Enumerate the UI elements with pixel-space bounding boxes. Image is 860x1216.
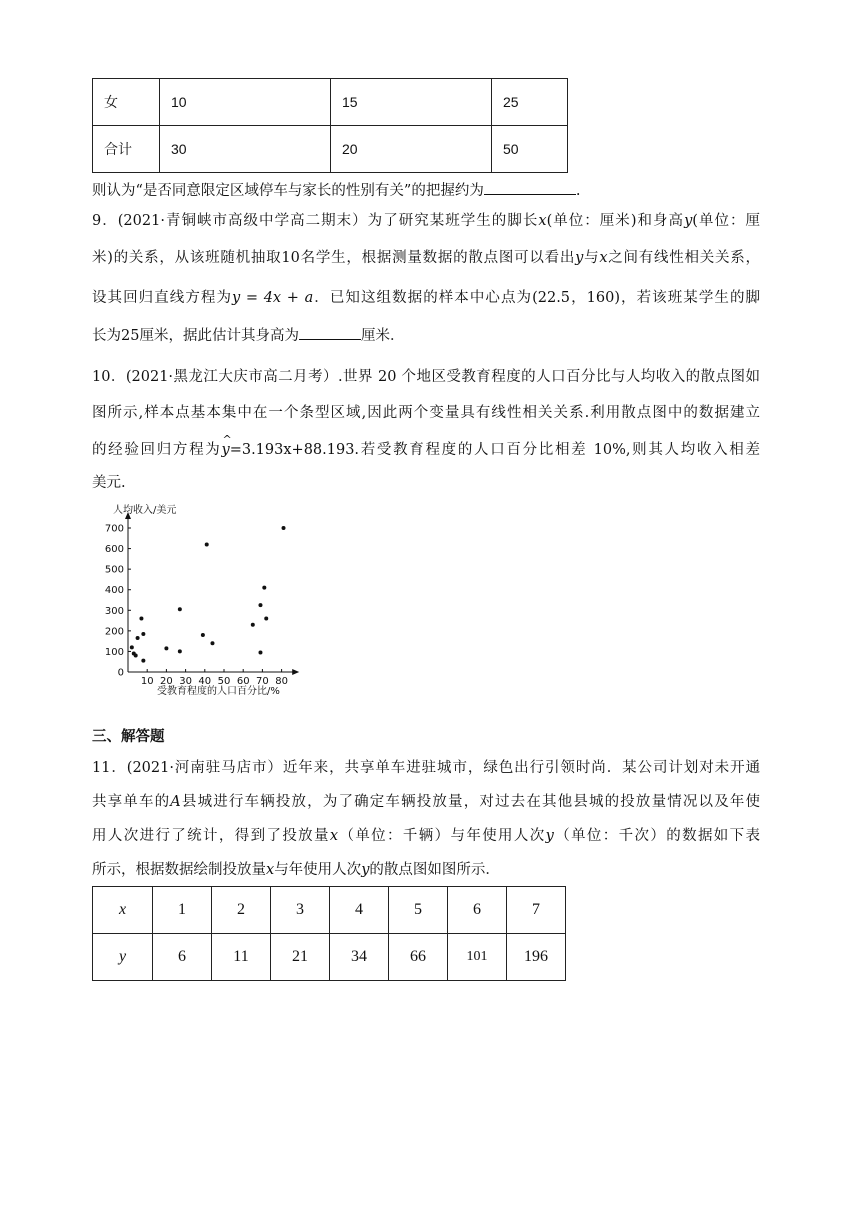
table-cell: 20 — [331, 126, 492, 173]
table-cell: 101 — [448, 934, 507, 981]
section-heading: 三、解答题 — [92, 729, 165, 745]
scatter-point — [164, 646, 168, 650]
scatter-point — [262, 586, 266, 590]
scatter-point — [178, 607, 182, 611]
scatter-point — [264, 617, 268, 621]
table-cell: 女 — [93, 79, 160, 126]
table-cell: 30 — [160, 126, 331, 173]
y-tick-label: 600 — [104, 544, 124, 556]
x-tick-label: 30 — [179, 676, 192, 687]
scatter-point — [139, 617, 143, 621]
data-table — [92, 886, 566, 981]
q10-line-4: 美元. — [92, 475, 126, 491]
q11-text: 与年使用人次 — [274, 862, 362, 878]
var-y: y — [545, 828, 554, 844]
q11-line-2 — [92, 792, 760, 812]
y-tick-label: 700 — [104, 523, 124, 535]
q11-line-3 — [92, 826, 760, 846]
scatter-point — [258, 603, 262, 607]
scatter-point — [178, 649, 182, 653]
q10-line-2: 图所示,样本点基本集中在一个条型区域,因此两个变量具有线性相关关系.利用散点图中的数据建立 — [92, 405, 760, 421]
table-cell: 2 — [212, 887, 271, 934]
table-cell: 25 — [492, 79, 568, 126]
y-tick-label: 500 — [104, 564, 124, 576]
table-cell: 6 — [153, 934, 212, 981]
scatter-point — [141, 659, 145, 663]
scatter-point — [141, 632, 145, 636]
y-tick-label: 400 — [104, 585, 124, 597]
q9-line-3 — [92, 288, 760, 308]
scatter-point — [136, 636, 140, 640]
var-y: y — [575, 250, 584, 266]
q9-text: (单位：厘 — [692, 213, 760, 229]
table-cell: 34 — [330, 934, 389, 981]
q11-line-1: 11．(2021·河南驻马店市）近年来，共享单车进驻城市，绿色出行引领时尚．某公司计划对未开通 — [92, 760, 760, 776]
chart-points — [130, 526, 286, 663]
q9-text: 米)的关系，从该班随机抽取 — [92, 250, 282, 266]
y-tick-label: 100 — [104, 646, 124, 658]
table-cell: 合计 — [93, 126, 160, 173]
chart-axes — [105, 512, 299, 687]
var-x: x — [538, 213, 547, 229]
q11-text: 的散点图如图所示． — [369, 862, 500, 878]
table-cell: 3 — [271, 887, 330, 934]
table-cell: 1 — [153, 887, 212, 934]
q11-text: 所示，根据数据绘制投放量 — [92, 862, 266, 878]
table-cell: 15 — [331, 79, 492, 126]
var-x: x — [266, 862, 275, 878]
scatter-point — [130, 645, 134, 649]
y-tick-label: 300 — [104, 605, 124, 617]
table-cell: 10 — [160, 79, 331, 126]
scatter-point — [251, 623, 255, 627]
scatter-point — [201, 633, 205, 637]
hat-y: ^ y — [222, 440, 230, 460]
scatter-chart — [95, 500, 315, 700]
x-tick-label: 60 — [236, 676, 250, 687]
q9-number: 25 — [121, 328, 140, 344]
x-axis-label: 受教育程度的人口百分比/% — [157, 686, 280, 697]
q8-conclusion — [92, 180, 760, 201]
q10-line-3 — [92, 440, 760, 460]
q10-line-1: 10．(2021·黑龙江大庆市高二月考）.世界 20 个地区受教育程度的人口百分比与人均收入的散点图如 — [92, 369, 760, 385]
q9-text: ，若该班某学生的脚 — [619, 290, 760, 306]
var-y: y — [361, 862, 370, 878]
table-cell: 11 — [212, 934, 271, 981]
q9-line-4 — [92, 325, 760, 346]
table-header-y: y — [93, 934, 153, 981]
q9-line-1 — [92, 211, 760, 231]
table-cell: 5 — [389, 887, 448, 934]
q9-text: 长为 — [92, 328, 121, 344]
q8-text: 则认为“是否同意限定区域停车与家长的性别有关”的把握约为 — [92, 183, 484, 199]
answer-blank — [484, 180, 576, 195]
q9-text: ．已知这组数据的样本中心点为 — [313, 290, 533, 306]
q11-text: （单位：千辆）与年使用人次 — [338, 828, 546, 844]
table-row-x — [93, 887, 566, 934]
answer-blank — [299, 325, 361, 340]
x-axis-arrow — [292, 669, 299, 675]
var-x: x — [599, 250, 608, 266]
sample-center: (22.5，160) — [532, 290, 620, 306]
x-tick-label: 70 — [256, 676, 269, 687]
table-row — [93, 126, 568, 173]
x-tick-label: 20 — [160, 676, 173, 687]
table-cell: 66 — [389, 934, 448, 981]
q9-text: 厘米． — [360, 328, 405, 344]
scatter-point — [210, 641, 214, 645]
q9-text: (单位：厘米)和身高 — [546, 213, 685, 229]
q9-text: 设其回归直线方程为 — [92, 290, 233, 306]
q8-end: . — [575, 183, 581, 199]
x-tick-label: 10 — [140, 676, 154, 687]
x-tick-label: 40 — [198, 676, 212, 687]
regression-equation: y = 4x + a — [232, 290, 314, 306]
table-cell: 4 — [330, 887, 389, 934]
q9-text: 厘米，据此估计其身高为 — [139, 328, 299, 344]
q9-number: 10 — [281, 250, 300, 266]
table-cell: 196 — [507, 934, 566, 981]
var-x: x — [329, 828, 339, 844]
q11-text: 县城进行车辆投放，为了确定车辆投放量，对过去在其他县城的投放量情况以及年使 — [180, 794, 761, 810]
contingency-table — [92, 78, 568, 173]
q11-text: 共享单车的 — [92, 794, 171, 810]
table-cell: 6 — [448, 887, 507, 934]
scatter-point — [134, 654, 138, 658]
q9-text: 与 — [583, 250, 600, 266]
table-row-y — [93, 934, 566, 981]
q9-text: 9．(2021·青铜峡市高级中学高二期末）为了研究某班学生的脚长 — [92, 213, 539, 229]
table-cell: 50 — [492, 126, 568, 173]
q10-text: 若受教育程度的人口百分比相差 10%,则其人均收入相差 — [359, 442, 760, 458]
x-tick-label: 80 — [275, 676, 288, 687]
var-y: y — [684, 213, 693, 229]
table-header-x: x — [93, 887, 153, 934]
q11-line-4 — [92, 860, 760, 880]
table-row — [93, 79, 568, 126]
x-tick-label: 50 — [217, 676, 231, 687]
q9-text: 名学生，根据测量数据的散点图可以看出 — [299, 250, 576, 266]
y-tick-label: 0 — [117, 667, 124, 679]
table-cell: 7 — [507, 887, 566, 934]
q9-text: 之间有线性相关关系， — [607, 250, 760, 266]
scatter-point — [282, 526, 286, 530]
scatter-point — [258, 650, 262, 654]
y-axis-label: 人均收入/美元 — [113, 505, 177, 516]
scatter-point — [205, 542, 209, 546]
q9-line-2 — [92, 248, 760, 268]
q11-text: （单位：千次）的数据如下表 — [553, 828, 761, 844]
y-tick-label: 200 — [104, 626, 124, 638]
q10-text: 的经验回归方程为 — [92, 442, 222, 458]
table-cell: 21 — [271, 934, 330, 981]
var-a: A — [170, 794, 181, 810]
regression-equation: =3.193x+88.193. — [229, 442, 360, 458]
q11-text: 用人次进行了统计，得到了投放量 — [92, 828, 330, 844]
